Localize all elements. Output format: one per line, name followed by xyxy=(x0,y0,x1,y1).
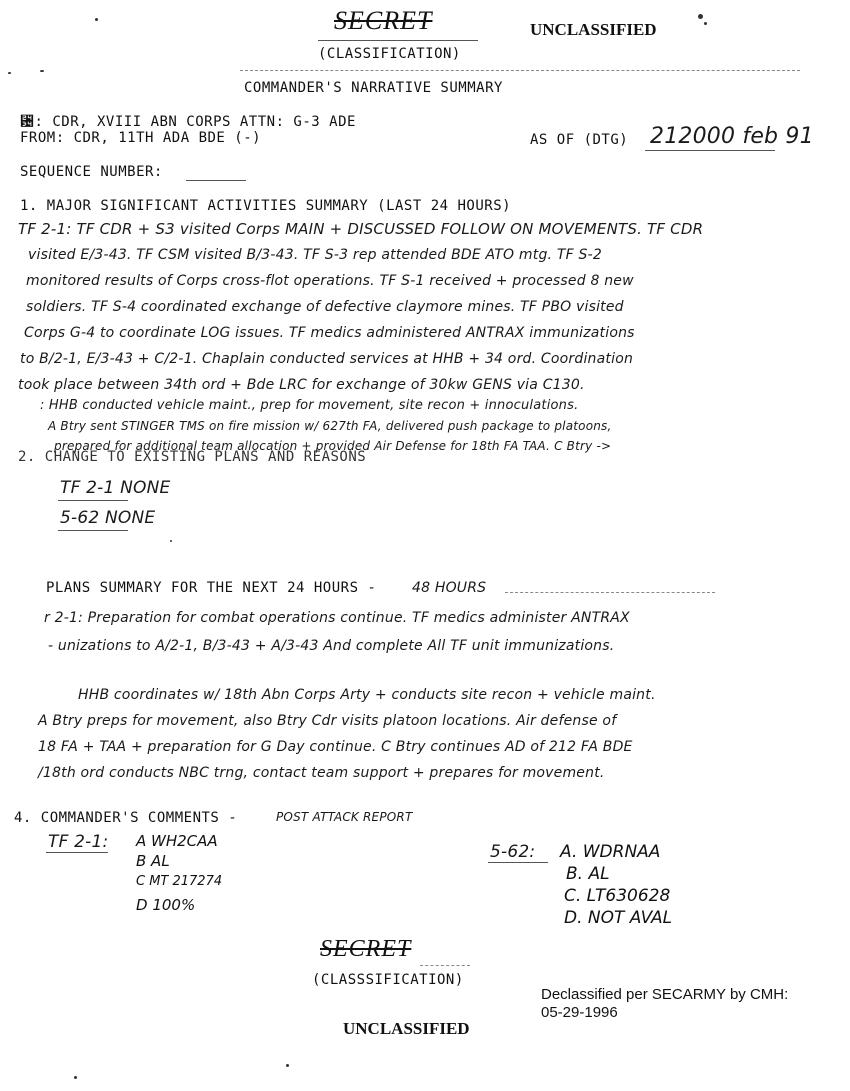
s562-label-underline xyxy=(488,862,548,863)
tf21-item: A WH2CAA xyxy=(136,832,218,850)
section1-handwriting xyxy=(18,216,703,398)
section1-line: monitored results of Corps cross-flot operations. TF S-1 received + processed 8 new xyxy=(26,273,634,289)
section1-line: : HHB conducted vehicle maint., prep for movement, site recon + innoculations. xyxy=(40,398,579,413)
divider xyxy=(420,965,470,966)
scan-speck xyxy=(698,14,703,19)
section2-heading: 2. CHANGE TO EXISTING PLANS AND REASONS xyxy=(18,449,367,465)
section3-heading: PLANS SUMMARY FOR THE NEXT 24 HOURS - xyxy=(46,580,377,596)
to-line: ␴: CDR, XVIII ABN CORPS ATTN: G-3 ADE xyxy=(20,114,356,130)
section3-line: /18th ord conducts NBC trng, contact team support + prepares for movement. xyxy=(38,765,605,781)
section4-heading-note: POST ATTACK REPORT xyxy=(276,810,413,824)
declassified-line-2: 05-29-1996 xyxy=(541,1004,618,1021)
s562-item: D. NOT AVAL xyxy=(564,908,673,928)
section1-line: TF 2-1: TF CDR + S3 visited Corps MAIN + DISCUSSED FOLLOW ON MOVEMENTS. TF CDR xyxy=(18,220,704,238)
classification-label-bottom: (CLASSSIFICATION) xyxy=(312,972,464,988)
unclassified-bottom: UNCLASSIFIED xyxy=(343,1019,470,1038)
section1-line: Corps G-4 to coordinate LOG issues. TF medics administered ANTRAX immunizations xyxy=(24,325,635,341)
section2-item: TF 2-1 NONE xyxy=(60,478,171,498)
s562-item: B. AL xyxy=(566,864,610,884)
document-title: COMMANDER'S NARRATIVE SUMMARY xyxy=(244,80,503,96)
scan-speck xyxy=(704,22,707,25)
section4-heading: 4. COMMANDER'S COMMENTS - xyxy=(14,810,238,826)
declassified-line-1: Declassified per SECARMY by CMH: xyxy=(541,986,789,1003)
scan-speck xyxy=(40,70,44,72)
from-line: FROM: CDR, 11TH ADA BDE (-) xyxy=(20,130,262,146)
tf21-label: TF 2-1: xyxy=(48,832,109,852)
section1-handwriting-continued xyxy=(40,396,612,456)
as-of-label: AS OF (DTG) xyxy=(530,132,629,148)
section3-handwriting xyxy=(44,604,630,660)
section3-line: HHB coordinates w/ 18th Abn Corps Arty + conducts site recon + vehicle maint. xyxy=(78,687,656,703)
section1-line: soldiers. TF S-4 coordinated exchange of defective claymore mines. TF PBO visited xyxy=(26,299,624,315)
scan-speck xyxy=(74,1076,77,1079)
stamp-underline-top xyxy=(318,40,478,41)
section1-heading: 1. MAJOR SIGNIFICANT ACTIVITIES SUMMARY (LAST 24 HOURS) xyxy=(20,198,512,214)
classification-label-top: (CLASSIFICATION) xyxy=(318,46,461,62)
section1-line: visited E/3-43. TF CSM visited B/3-43. TF S-3 rep attended BDE ATO mtg. TF S-2 xyxy=(28,247,602,263)
sequence-label: SEQUENCE NUMBER: xyxy=(20,164,163,180)
tf21-item: C MT 217274 xyxy=(136,874,223,889)
as-of-value: 212000 feb 91 xyxy=(650,124,814,149)
section2-item-underline xyxy=(58,500,128,501)
section3-line: r 2-1: Preparation for combat operations continue. TF medics administer ANTRAX xyxy=(44,610,630,626)
section3-line: A Btry preps for movement, also Btry Cdr visits platoon locations. Air defense of xyxy=(38,713,617,729)
unclassified-top: UNCLASSIFIED xyxy=(530,20,657,39)
section1-line: took place between 34th ord + Bde LRC for exchange of 30kw GENS via C130. xyxy=(18,377,585,393)
tf21-label-underline xyxy=(46,852,108,853)
section2-item-underline xyxy=(58,530,128,531)
section1-line: to B/2-1, E/3-43 + C/2-1. Chaplain conducted services at HHB + 34 ord. Coordination xyxy=(20,351,634,367)
scan-speck xyxy=(8,72,11,74)
s562-label: 5-62: xyxy=(490,842,536,862)
section3-line: - unizations to A/2-1, B/3-43 + A/3-43 And complete All TF unit immunizations. xyxy=(48,638,615,654)
divider xyxy=(240,70,800,71)
s562-item: C. LT630628 xyxy=(564,886,671,906)
tf21-item: D 100% xyxy=(136,896,196,914)
section3-line: 18 FA + TAA + preparation for G Day continue. C Btry continues AD of 212 FA BDE xyxy=(38,739,633,755)
section3-handwriting-continued xyxy=(38,682,656,786)
tf21-item: B AL xyxy=(136,852,170,870)
scan-speck xyxy=(170,540,172,542)
scan-speck xyxy=(286,1064,289,1067)
section1-line: prepared for additional team allocation + provided Air Defense for 18th FA TAA. C Btry -> xyxy=(54,439,612,453)
section3-heading-note: 48 HOURS xyxy=(412,580,487,596)
divider xyxy=(505,592,715,593)
section1-line: A Btry sent STINGER TMS on fire mission w/ 627th FA, delivered push package to platoons, xyxy=(48,419,612,433)
as-of-underline xyxy=(645,150,775,151)
classification-stamp-bottom: SECRET xyxy=(320,936,412,962)
section2-item: 5-62 NONE xyxy=(60,508,156,528)
classification-stamp-top: SECRET xyxy=(334,6,433,35)
s562-item: A. WDRNAA xyxy=(560,842,661,862)
sequence-underline xyxy=(186,180,246,181)
scan-speck xyxy=(95,18,98,21)
